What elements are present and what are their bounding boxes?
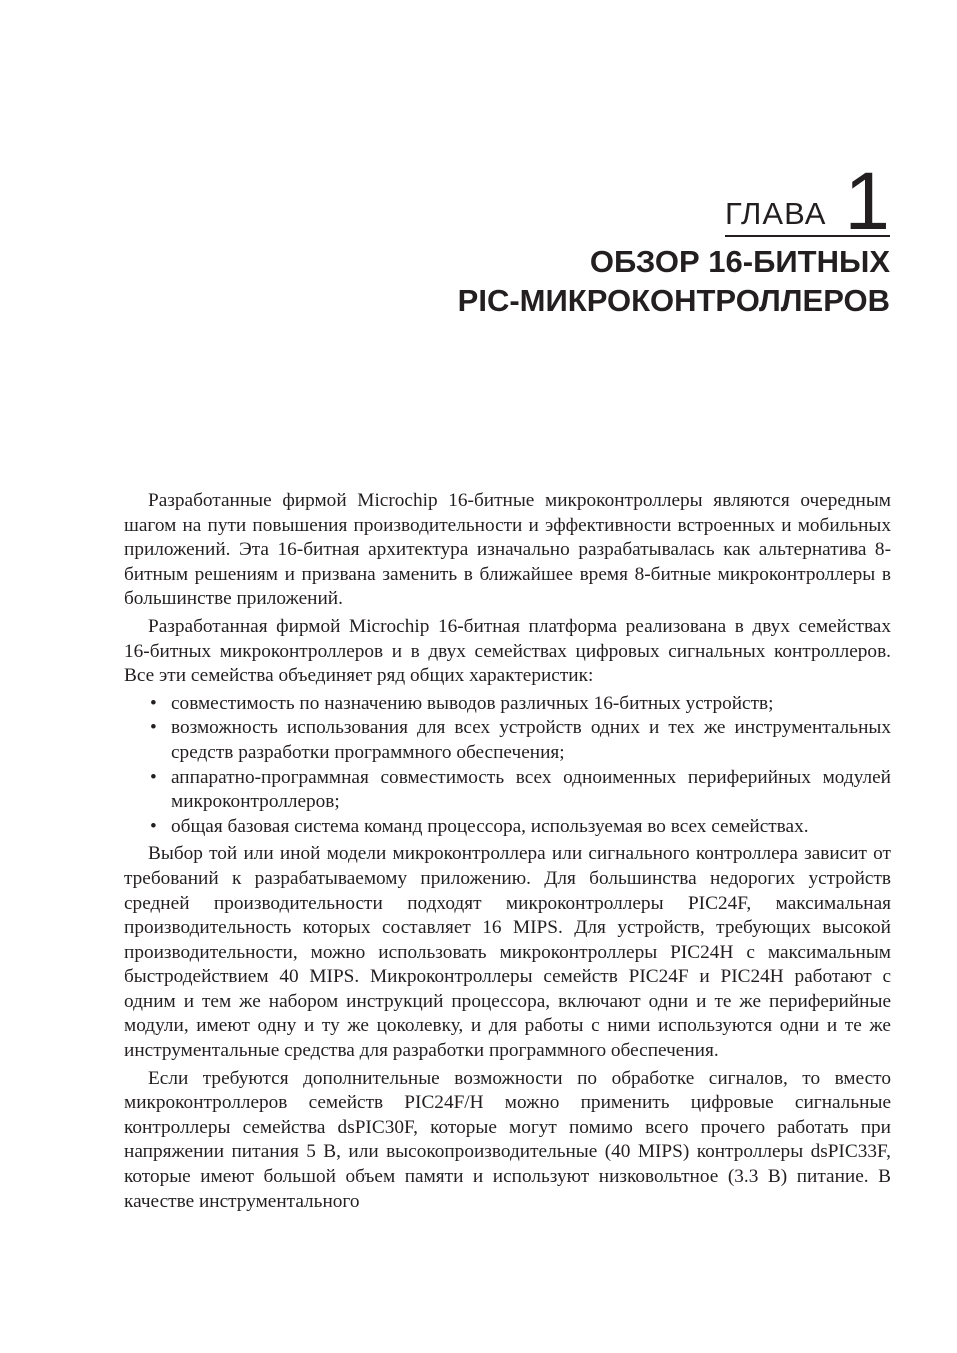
paragraph-1: Разработанные фирмой Microchip 16-битные микроконтроллеры являются очередным шагом на пути повышения производительности и эффективности встроенных и мобильных приложений. Эта 16-битная архитектура изначально разрабатывалась как альтернатива 8-битным решениям и призвана заменить в ближайшее время 8-битные микроконтроллеры в большинстве приложений.: [124, 490, 891, 610]
paragraph-3: Выбор той или иной модели микроконтроллера или сигнального контроллера зависит от требований к разрабатываемому приложению. Для большинства недорогих устройств средней производительности подходят микроконтроллеры PIC24F, максимальная производительность которых составляет 16 MIPS. Для устройств, требующих высокой производительности, можно использовать микроконтроллеры PIC24H с максимальным быстродействием 40 MIPS. Микроконтроллеры семейств PIC24F и PIC24H работают с одним и тем же набором инструкций процессора, включают одни и те же периферийные модули, имеют одну и ту же цоколевку, и для работы с ними используются одни и те же инструментальные средства для разработки программного обеспечения.: [124, 843, 891, 1062]
paragraph-2: Разработанная фирмой Microchip 16-битная платформа реализована в двух семействах 16-битных микроконтроллеров и в двух семействах цифровых сигнальных контроллеров. Все эти семейства объединяет ряд общих характеристик:: [124, 615, 891, 687]
list-item: • аппаратно-программная совместимость всех одноименных периферийных модулей микроконтроллеров;: [124, 766, 891, 815]
body-text: [124, 489, 891, 1217]
list-item: • общая базовая система команд процессора, используемая во всех семействах.: [124, 815, 891, 840]
chapter-number: 1: [844, 156, 890, 247]
chapter-title: [458, 242, 890, 320]
chapter-heading: [725, 156, 890, 247]
list-item: • совместимость по назначению выводов различных 16-битных устройств;: [124, 692, 891, 717]
chapter-title-line-1: ОБЗОР 16-БИТНЫХ: [589, 244, 890, 279]
chapter-title-line-2: PIC-МИКРОКОНТРОЛЛЕРОВ: [457, 283, 890, 318]
feature-list: [124, 692, 891, 840]
list-item: • возможность использования для всех устройств одних и тех же инструментальных средств разработки программного обеспечения;: [124, 716, 891, 765]
chapter-label: ГЛАВА: [725, 196, 827, 232]
paragraph-4: Если требуются дополнительные возможности по обработке сигналов, то вместо микроконтроллеров семейств PIC24F/H можно применить цифровые сигнальные контроллеры семейства dsPIC30F, которые могут помимо всего прочего работать при напряжении питания 5 В, или высокопроизводительные (40 MIPS) контроллеры dsPIC33F, которые имеют большой объем памяти и используют низковольтное (3.3 В) питание. В качестве инструментального: [124, 1067, 891, 1212]
